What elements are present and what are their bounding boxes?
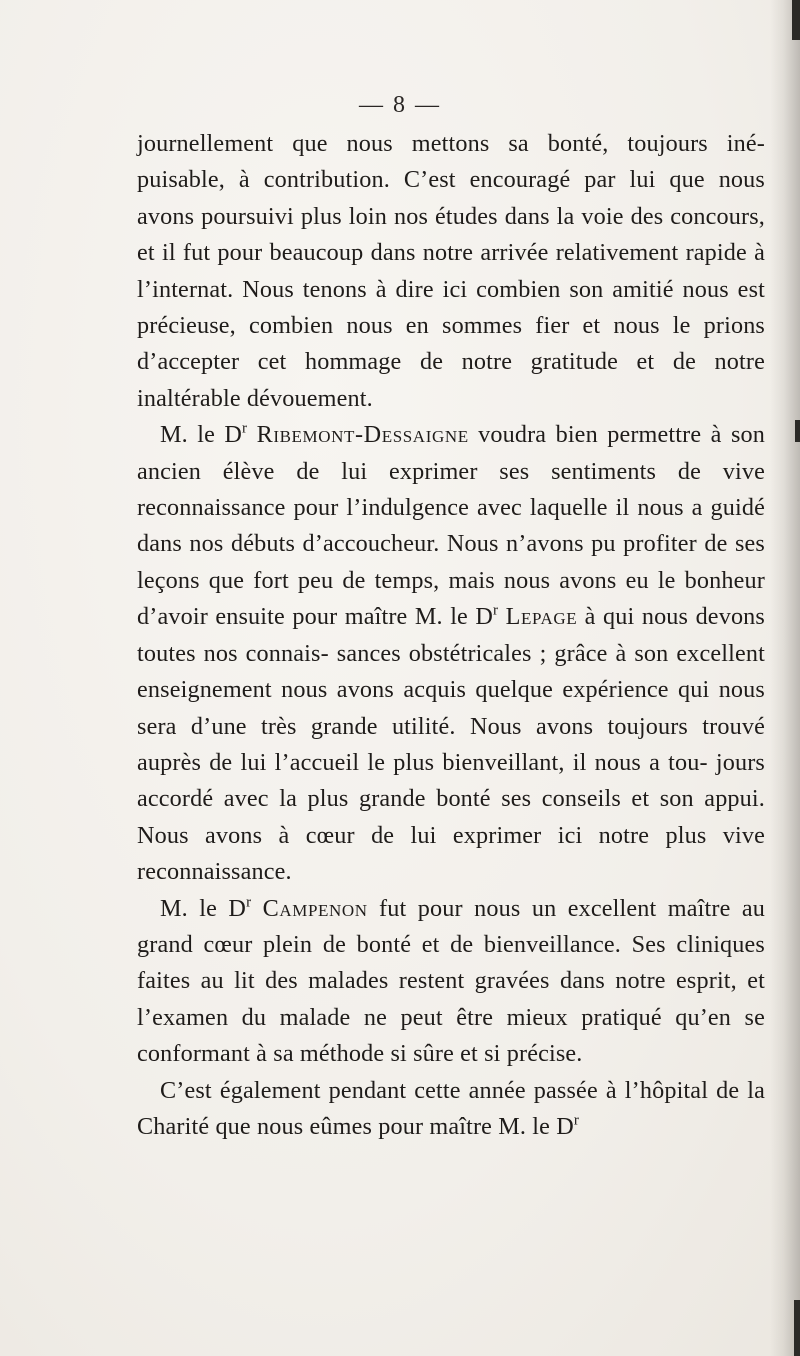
paragraph-text: C’est également pendant cette année passée à l’hôpital de la Charité que nous eûmes pour maître M. le D — [137, 1076, 765, 1140]
paragraph-text: voudra bien permettre à son ancien élève de lui exprimer ses sentiments de vive reconnaissance pour l’indulgence avec laquelle il nous a guidé dans nos débuts d’accoucheur. Nous n’avons pu profiter de ses leçons que fort peu de temps, mais nous avons eu le bonheur d’avoir ensuite pour maître M. le D — [137, 421, 765, 631]
person-name-lepage: Lepage — [505, 603, 578, 631]
paragraph-text: M. le D — [160, 421, 243, 449]
superscript: r — [246, 894, 252, 911]
paragraph-text: à qui nous devons toutes nos connais- sances obstétricales ; grâce à son excellent enseignement nous avons acquis quelque expérience qui nous sera d’une très grande utilité. Nous avons toujours trouvé auprès de lui l’accueil le plus bienveillant, il nous a tou- jours accordé avec la plus grande bonté ses conseils et son appui. Nous avons à cœur de lui exprimer ici notre plus vive reconnaissance. — [137, 603, 765, 886]
paragraph-text: M. le D — [160, 894, 247, 922]
superscript: r — [573, 1112, 580, 1129]
paragraph-4 — [137, 1073, 765, 1146]
paragraph-2 — [137, 417, 765, 890]
person-name-ribemont-dessaigne: Ribemont-Dessaigne — [256, 421, 469, 449]
page-edge-mark — [795, 420, 800, 442]
page-edge-shadow — [770, 0, 800, 1356]
person-name-campenon: Campenon — [262, 894, 368, 922]
paragraph-text: fut pour nous un excellent maître au grand cœur plein de bonté et de bienveillance. Ses cliniques faites au lit des malades restent gravées dans notre esprit, et l’examen du malade ne peut être mieux pratiqué qu’en se conformant à sa méthode si sûre et si précise. — [137, 894, 766, 1068]
paragraph-text: journellement que nous mettons sa bonté, toujours iné- puisable, à contribution. C’est encouragé par lui que nous avons poursuivi plus loin nos études dans la voie des concours, et il fut pour beaucoup dans notre arrivée relativement rapide à l’internat. Nous tenons à dire ici combien son amitié nous est précieuse, combien nous en sommes fier et nous le prions d’accepter cet hommage de notre gratitude et de notre inaltérable dévouement. — [137, 130, 765, 412]
superscript: r — [242, 420, 248, 437]
paragraph-1 — [137, 126, 765, 417]
paragraph-3 — [137, 891, 765, 1073]
page-edge-mark — [792, 0, 800, 40]
body-text — [137, 126, 765, 1145]
page-number: — 8 — — [359, 92, 441, 118]
page-edge-mark — [794, 1300, 800, 1356]
superscript: r — [493, 602, 499, 619]
